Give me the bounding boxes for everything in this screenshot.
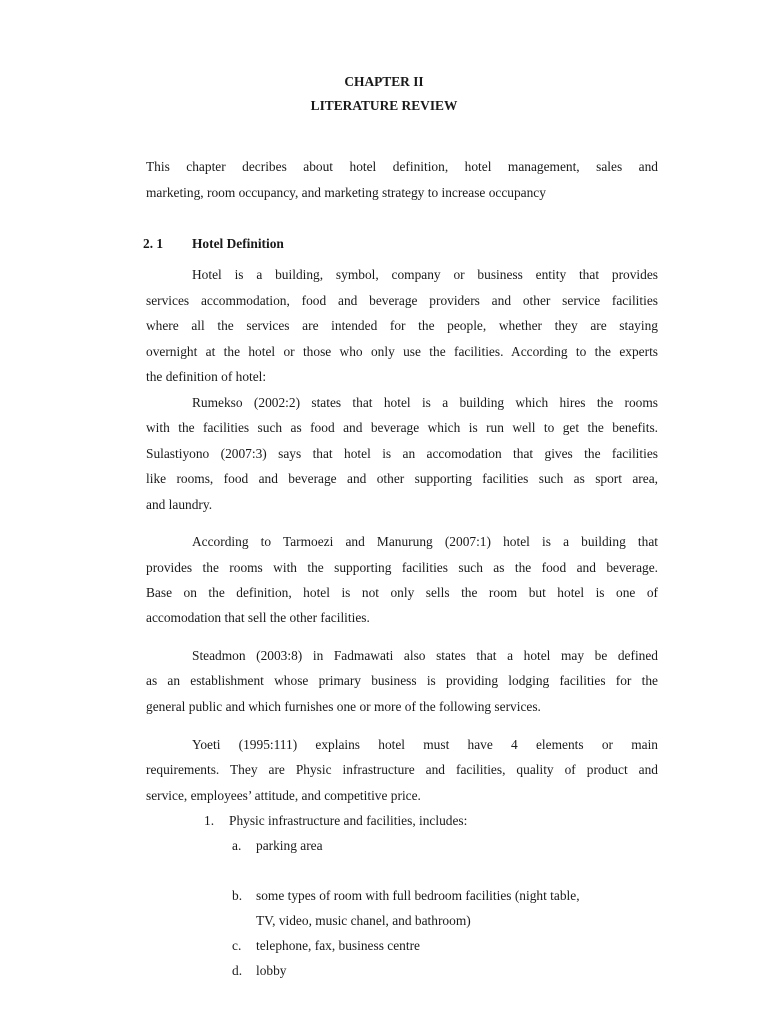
text-line: Yoeti (1995:111) explains hotel must have 4 elements or main — [192, 737, 658, 752]
text-line: general public and which furnishes one or more of the following services. — [146, 699, 541, 714]
text-line: Sulastiyono (2007:3) says that hotel is an accomodation that gives the facilities — [146, 446, 658, 461]
sub-list-letter: d. — [232, 963, 243, 978]
text-line: Rumekso (2002:2) states that hotel is a building which hires the rooms — [192, 395, 658, 410]
text-line: the definition of hotel: — [146, 369, 267, 384]
text-line: Base on the definition, hotel is not only sells the room but hotel is one of — [146, 585, 658, 600]
sub-list-text: lobby — [256, 963, 287, 978]
sub-list-text: parking area — [256, 838, 323, 853]
text-line: service, employees’ attitude, and competitive price. — [146, 788, 421, 803]
text-line: requirements. They are Physic infrastructure and facilities, quality of product and — [146, 762, 658, 777]
list-number: 1. — [204, 813, 215, 828]
text-line: services accommodation, food and beverage providers and other service facilities — [146, 293, 658, 308]
text-line: According to Tarmoezi and Manurung (2007:1) hotel is a building that — [192, 534, 658, 549]
sub-list-text: TV, video, music chanel, and bathroom) — [256, 913, 471, 928]
chapter-title: LITERATURE REVIEW — [310, 98, 458, 113]
sub-list-text: telephone, fax, business centre — [256, 938, 420, 953]
text-line: Hotel is a building, symbol, company or business entity that provides — [192, 267, 658, 282]
text-line: This chapter decribes about hotel definition, hotel management, sales and — [146, 159, 658, 174]
text-line: with the facilities such as food and beverage which is run well to get the benefits. — [146, 420, 658, 435]
text-line: marketing, room occupancy, and marketing strategy to increase occupancy — [146, 185, 546, 200]
text-line: overnight at the hotel or those who only use the facilities. According to the experts — [146, 344, 658, 359]
sub-list-letter: a. — [232, 838, 242, 853]
section-title: Hotel Definition — [192, 236, 284, 251]
text-line: Steadmon (2003:8) in Fadmawati also states that a hotel may be defined — [192, 648, 658, 663]
text-line: as an establishment whose primary business is providing lodging facilities for the — [146, 673, 658, 688]
text-line: and laundry. — [146, 497, 213, 512]
text-line: like rooms, food and beverage and other supporting facilities such as sport area, — [146, 471, 658, 486]
sub-list-text: some types of room with full bedroom facilities (night table, — [256, 888, 580, 903]
section-number: 2. 1 — [143, 236, 164, 251]
sub-list-letter: c. — [232, 938, 242, 953]
text-line: where all the services are intended for the people, whether they are staying — [146, 318, 658, 333]
sub-list-letter: b. — [232, 888, 243, 903]
text-line: provides the rooms with the supporting facilities such as the food and beverage. — [146, 560, 658, 575]
chapter-label: CHAPTER II — [344, 74, 424, 89]
list-item-text: Physic infrastructure and facilities, includes: — [229, 813, 468, 828]
text-line: accomodation that sell the other facilities. — [146, 610, 370, 625]
